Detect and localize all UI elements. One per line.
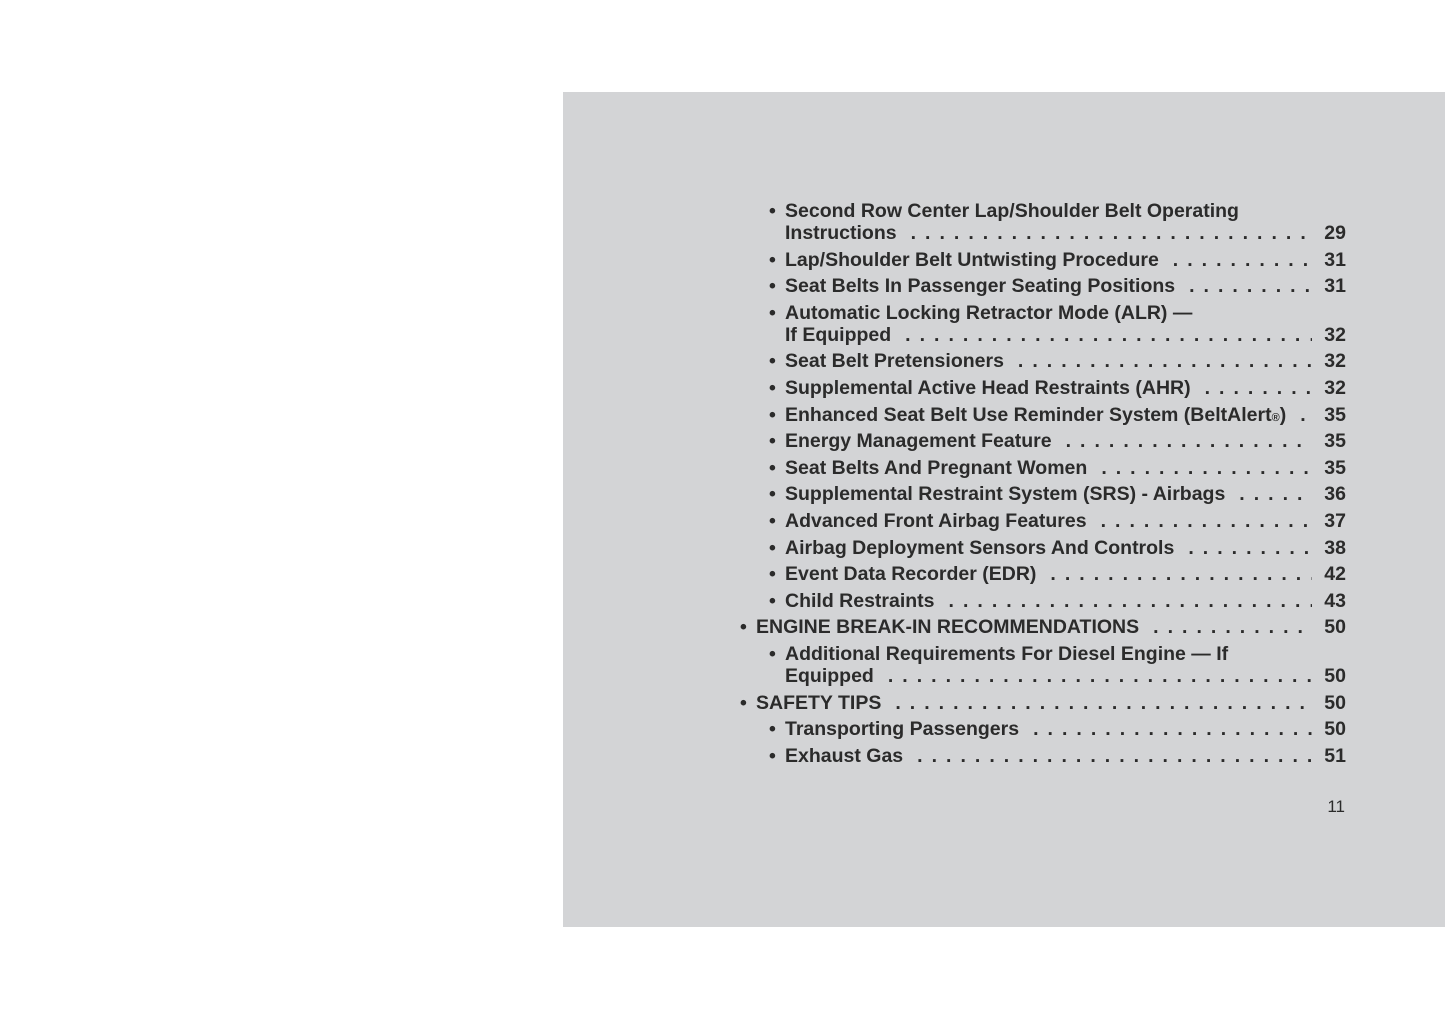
toc-entry-title: Equipped xyxy=(785,664,874,687)
dot-leader xyxy=(1033,716,1312,743)
toc-entry-title: Child Restraints xyxy=(785,589,935,612)
bullet-icon: • xyxy=(769,744,776,767)
toc-entry[interactable] xyxy=(740,641,1346,690)
toc-entry[interactable] xyxy=(740,273,1346,300)
toc-entry[interactable] xyxy=(740,614,1346,641)
bullet-icon: • xyxy=(769,483,776,506)
toc-entry-title: Additional Requirements For Diesel Engine — If xyxy=(785,642,1229,665)
toc-entry-title: Instructions xyxy=(785,222,897,244)
toc-page-number: 38 xyxy=(1324,536,1346,559)
bullet-icon: • xyxy=(740,691,747,714)
dot-leader xyxy=(1018,348,1312,375)
toc-page-number: 50 xyxy=(1324,664,1346,687)
bullet-icon: • xyxy=(769,642,776,665)
toc-entry[interactable] xyxy=(740,198,1346,247)
dot-leader xyxy=(1189,273,1312,300)
toc-entry-title: Lap/Shoulder Belt Untwisting Procedure xyxy=(785,248,1159,271)
dot-leader xyxy=(1239,481,1312,508)
toc-entry[interactable]: • Enhanced Seat Belt Use Reminder System (BeltAlert ® ) . . . 35 xyxy=(740,402,1346,429)
bullet-icon: • xyxy=(769,430,776,453)
toc-entry-title: Seat Belt Pretensioners xyxy=(785,350,1004,373)
toc-page-number: 35 xyxy=(1324,430,1346,453)
bullet-icon: • xyxy=(769,200,776,222)
toc-page-number: 37 xyxy=(1324,509,1346,532)
toc-page-number: 32 xyxy=(1324,376,1346,399)
table-of-contents xyxy=(740,198,1346,769)
bullet-icon: • xyxy=(769,301,776,324)
toc-entry[interactable] xyxy=(740,535,1346,562)
bullet-icon: • xyxy=(769,275,776,298)
dot-leader xyxy=(917,743,1312,770)
dot-leader xyxy=(1101,455,1312,482)
dot-leader xyxy=(1173,247,1312,274)
bullet-icon: • xyxy=(769,536,776,559)
bullet-icon: • xyxy=(769,563,776,586)
bullet-icon: • xyxy=(769,403,776,426)
bullet-icon: • xyxy=(769,248,776,271)
dot-leader xyxy=(1205,375,1312,402)
toc-entry[interactable] xyxy=(740,743,1346,770)
toc-entry-title: ENGINE BREAK-IN RECOMMENDATIONS xyxy=(756,616,1140,639)
toc-entry[interactable] xyxy=(740,348,1346,375)
toc-page-number: 51 xyxy=(1324,744,1346,767)
bullet-icon: • xyxy=(769,350,776,373)
toc-entry-title: Second Row Center Lap/Shoulder Belt Operating xyxy=(785,200,1239,222)
toc-entry[interactable] xyxy=(740,300,1346,349)
toc-entry-title: Airbag Deployment Sensors And Controls xyxy=(785,536,1175,559)
toc-entry[interactable] xyxy=(740,588,1346,615)
dot-leader xyxy=(1066,428,1312,455)
toc-entry-title: Exhaust Gas xyxy=(785,744,904,767)
dot-leader xyxy=(1153,614,1312,641)
bullet-icon: • xyxy=(769,456,776,479)
dot-leader xyxy=(1050,561,1312,588)
toc-page-number: 50 xyxy=(1324,718,1346,741)
toc-page-number: 35 xyxy=(1324,403,1346,426)
toc-entry-title: Energy Management Feature xyxy=(785,430,1052,453)
dot-leader xyxy=(911,220,1312,247)
toc-page-number: 43 xyxy=(1324,589,1346,612)
toc-page-number: 29 xyxy=(1324,222,1346,244)
dot-leader xyxy=(1300,402,1312,429)
toc-entry-title: Seat Belts And Pregnant Women xyxy=(785,456,1088,479)
toc-page-number: 31 xyxy=(1324,248,1346,271)
toc-entry-title: SAFETY TIPS xyxy=(756,691,882,714)
bullet-icon: • xyxy=(769,589,776,612)
toc-page-number: 42 xyxy=(1324,563,1346,586)
toc-page-number: 50 xyxy=(1324,616,1346,639)
toc-entry-title: Supplemental Restraint System (SRS) - Airbags xyxy=(785,483,1226,506)
dot-leader xyxy=(1188,535,1312,562)
toc-page-number: 31 xyxy=(1324,275,1346,298)
bullet-icon: • xyxy=(740,616,747,639)
page-number: 11 xyxy=(1327,797,1345,816)
toc-entry[interactable] xyxy=(740,508,1346,535)
dot-leader xyxy=(1101,508,1312,535)
toc-entry-title-suffix: ) xyxy=(1279,403,1287,426)
toc-page-number: 35 xyxy=(1324,456,1346,479)
toc-page-number: 32 xyxy=(1324,323,1346,346)
bullet-icon: • xyxy=(769,376,776,399)
dot-leader xyxy=(888,663,1312,690)
toc-entry-title: Enhanced Seat Belt Use Reminder System (BeltAlert xyxy=(785,403,1272,426)
bullet-icon: • xyxy=(769,718,776,741)
toc-page-number: 50 xyxy=(1324,691,1346,714)
dot-leader xyxy=(895,690,1312,717)
toc-entry-title: Event Data Recorder (EDR) xyxy=(785,563,1037,586)
toc-page-number: 36 xyxy=(1324,483,1346,506)
toc-entry[interactable] xyxy=(740,690,1346,717)
dot-leader xyxy=(905,322,1312,349)
toc-entry[interactable] xyxy=(740,428,1346,455)
toc-entry[interactable] xyxy=(740,247,1346,274)
dot-leader xyxy=(949,588,1312,615)
toc-entry[interactable] xyxy=(740,375,1346,402)
toc-entry-title: Advanced Front Airbag Features xyxy=(785,509,1087,532)
toc-entry[interactable] xyxy=(740,716,1346,743)
toc-entry-title: Seat Belts In Passenger Seating Positions xyxy=(785,275,1176,298)
toc-entry-title: Supplemental Active Head Restraints (AHR) xyxy=(785,376,1191,399)
toc-entry-title: Transporting Passengers xyxy=(785,718,1020,741)
toc-page-number: 32 xyxy=(1324,350,1346,373)
toc-entry[interactable] xyxy=(740,455,1346,482)
bullet-icon: • xyxy=(769,509,776,532)
toc-entry-title: Automatic Locking Retractor Mode (ALR) — xyxy=(785,301,1193,324)
toc-entry[interactable] xyxy=(740,481,1346,508)
toc-entry-title: If Equipped xyxy=(785,323,892,346)
toc-entry[interactable] xyxy=(740,561,1346,588)
